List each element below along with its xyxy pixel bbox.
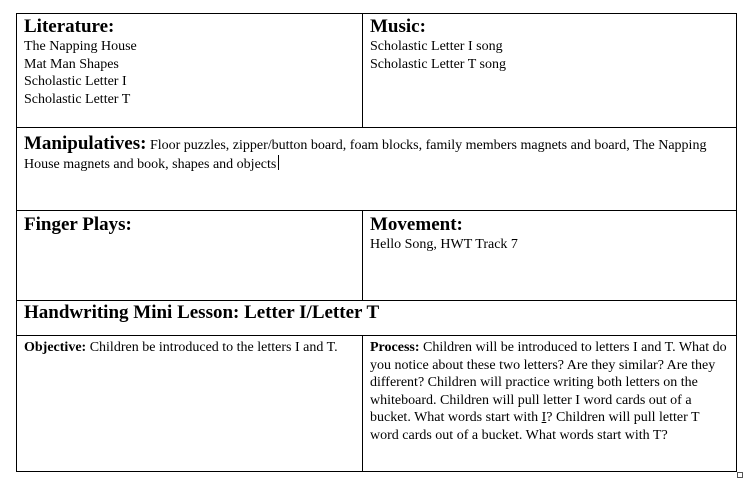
process-label: Process: [370,340,420,355]
movement-cell[interactable] [362,210,737,301]
handwriting-heading: Handwriting Mini Lesson: Letter I/Letter T [24,302,380,323]
music-cell[interactable] [362,13,737,128]
process-underlined-letter: I [541,410,547,426]
literature-item: Mat Man Shapes [24,56,119,72]
finger-plays-heading: Finger Plays: [24,214,132,235]
objective-label: Objective: [24,340,87,355]
movement-heading: Movement: [370,214,463,235]
handwriting-cell[interactable] [16,300,737,336]
lesson-plan-table [16,13,737,472]
movement-text: Hello Song, HWT Track 7 [370,237,518,252]
manipulatives-cell[interactable] [16,127,737,211]
literature-heading: Literature: [24,16,115,37]
literature-item: Scholastic Letter T [24,91,131,107]
literature-item: The Napping House [24,39,137,54]
objective-text: Children be introduced to the letters I and T. [89,340,338,355]
manipulatives-text: Floor puzzles, zipper/button board, foam blocks, family members magnets and board, The Napping House magnets and book, shapes and objects [24,138,707,172]
music-item: Scholastic Letter I song [370,39,503,54]
objective-cell[interactable] [16,335,363,472]
process-text-before: Children will be introduced to letters I and T. What do you notice about these two letters? Are they similar? Are they different? Children will practice writing both letters on the whiteboard. Children will pull letter I word cards out of a bucket. What words start with [370,340,727,426]
process-text-after: ? Children will pull letter T word cards out of a bucket. What words start with T? [370,410,700,443]
literature-cell[interactable] [16,13,363,128]
manipulatives-heading: Manipulatives: [24,133,147,154]
music-item: Scholastic Letter T song [370,56,506,72]
process-cell[interactable] [362,335,737,472]
finger-plays-cell[interactable] [16,210,363,301]
music-heading: Music: [370,16,426,37]
literature-item: Scholastic Letter I [24,74,127,90]
table-resize-handle[interactable] [737,472,743,478]
text-cursor [278,155,279,170]
